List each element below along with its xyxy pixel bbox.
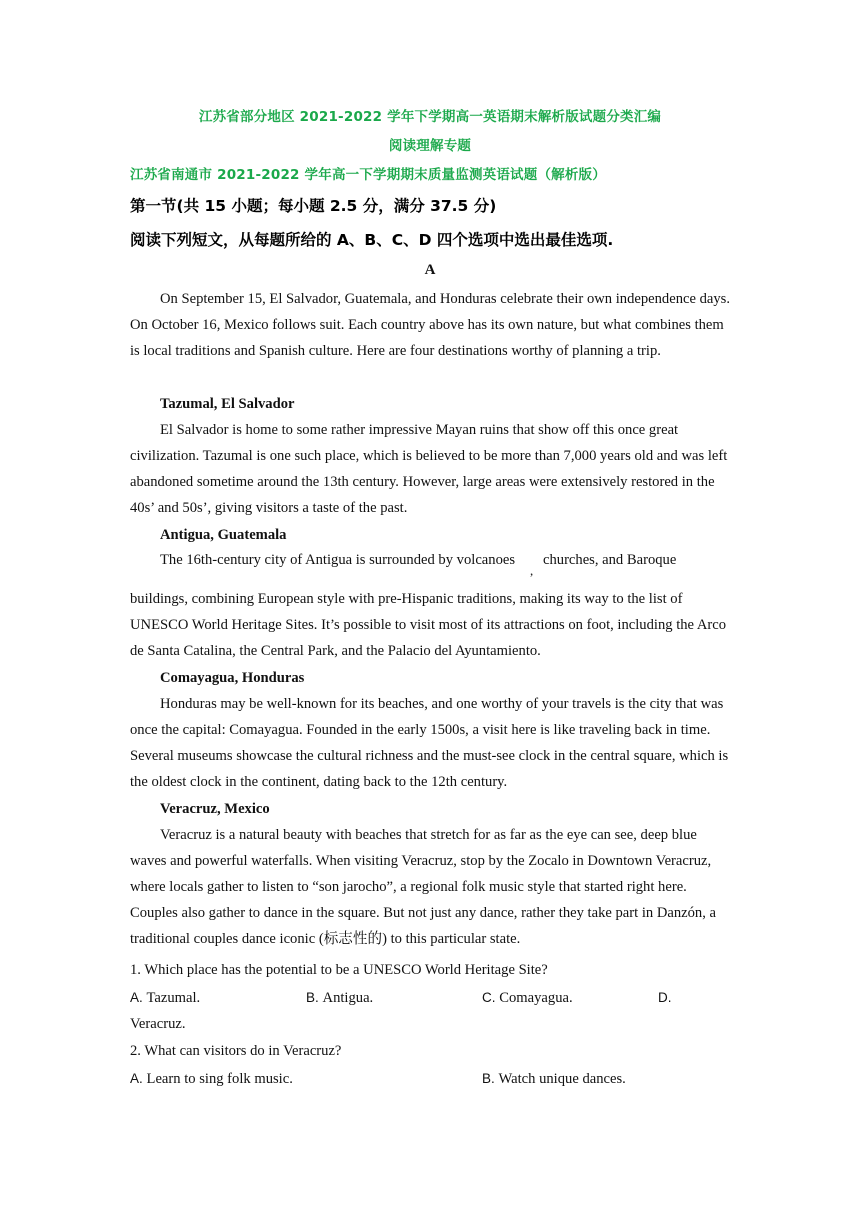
compilation-title: 江苏省部分地区 2021-2022 学年下学期高一英语期末解析版试题分类汇编 bbox=[198, 109, 662, 125]
paragraph-antigua: buildings, combining European style with pre-Hispanic traditions, making its way to the list of UNESCO World Heritage Sites. It’s possible to visit most of its attractions on foot, including the Arco de Santa Catalina, the Central Park, and the Palacio del Ayuntamiento. bbox=[130, 591, 727, 659]
q2-option-b: B. Watch unique dances. bbox=[482, 1071, 626, 1087]
paragraph-tazumal: El Salvador is home to some rather impressive Mayan ruins that show off this once great civilization. Tazumal is one such place, which is believed to be more than 7,000 years old and was left abandoned sometime around the 13th century. However, large areas were extensively restored in the 40s’ and 50s’, giving visitors a taste of the past. bbox=[130, 422, 728, 516]
subheading-comayagua: Comayagua, Honduras bbox=[160, 670, 305, 686]
subheading-tazumal: Tazumal, El Salvador bbox=[160, 396, 295, 412]
q1-option-d-text: Veracruz. bbox=[130, 1016, 186, 1032]
question-1: 1. Which place has the potential to be a UNESCO World Heritage Site? bbox=[130, 962, 548, 978]
paragraph-comayagua: Honduras may be well-known for its beaches, and one worthy of your travels is the city that was once the capital: Comayagua. Founded in the early 1500s, a visit here is like traveling back in time. Several museums showcase the cultural richness and the must-see clock in the central square, which is the oldest clock in the continent, dating back to the 12th century. bbox=[130, 696, 729, 790]
exam-title: 江苏省南通市 2021-2022 学年高一下学期期末质量监测英语试题（解析版） bbox=[130, 167, 606, 183]
passage-intro: On September 15, El Salvador, Guatemala, and Honduras celebrate their own independence days. On October 16, Mexico follows suit. Each country above has its own nature, but what combines them is local traditions and Spanish culture. Here are four destinations worthy of planning a trip. bbox=[130, 291, 730, 359]
passage-label: A bbox=[424, 262, 436, 278]
section-instruction: 阅读下列短文，从每题所给的 A、B、C、D 四个选项中选出最佳选项. bbox=[130, 231, 614, 249]
stray-comma: , bbox=[530, 563, 534, 578]
paragraph-veracruz: Veracruz is a natural beauty with beaches that stretch for as far as the eye can see, deep blue waves and powerful waterfalls. When visiting Veracruz, stop by the Zocalo in Downtown Veracruz, where locals gather to listen to “son jarocho”, a regional folk music style that started right here. Couples also gather to dance in the square. But not just any dance, rather they take part in Danzón, a traditional couples dance iconic (标志性的) to this particular state. bbox=[130, 827, 716, 947]
question-2: 2. What can visitors do in Veracruz? bbox=[130, 1043, 342, 1059]
paragraph-antigua-first-line-end: churches, and Baroque bbox=[543, 552, 677, 568]
q1-option-b: B. Antigua. bbox=[306, 990, 374, 1006]
q1-option-a: A. Tazumal. bbox=[130, 990, 201, 1006]
q1-option-c: C. Comayagua. bbox=[482, 990, 573, 1006]
paragraph-antigua-first-line: The 16th-century city of Antigua is surrounded by volcanoes bbox=[160, 552, 516, 568]
q1-option-d: D. bbox=[658, 990, 672, 1005]
topic-title: 阅读理解专题 bbox=[388, 138, 472, 154]
subheading-antigua: Antigua, Guatemala bbox=[160, 527, 287, 543]
section-title: 第一节(共 15 小题；每小题 2.5 分，满分 37.5 分) bbox=[130, 197, 497, 215]
subheading-veracruz: Veracruz, Mexico bbox=[160, 801, 270, 817]
q2-option-a: A. Learn to sing folk music. bbox=[130, 1071, 293, 1087]
